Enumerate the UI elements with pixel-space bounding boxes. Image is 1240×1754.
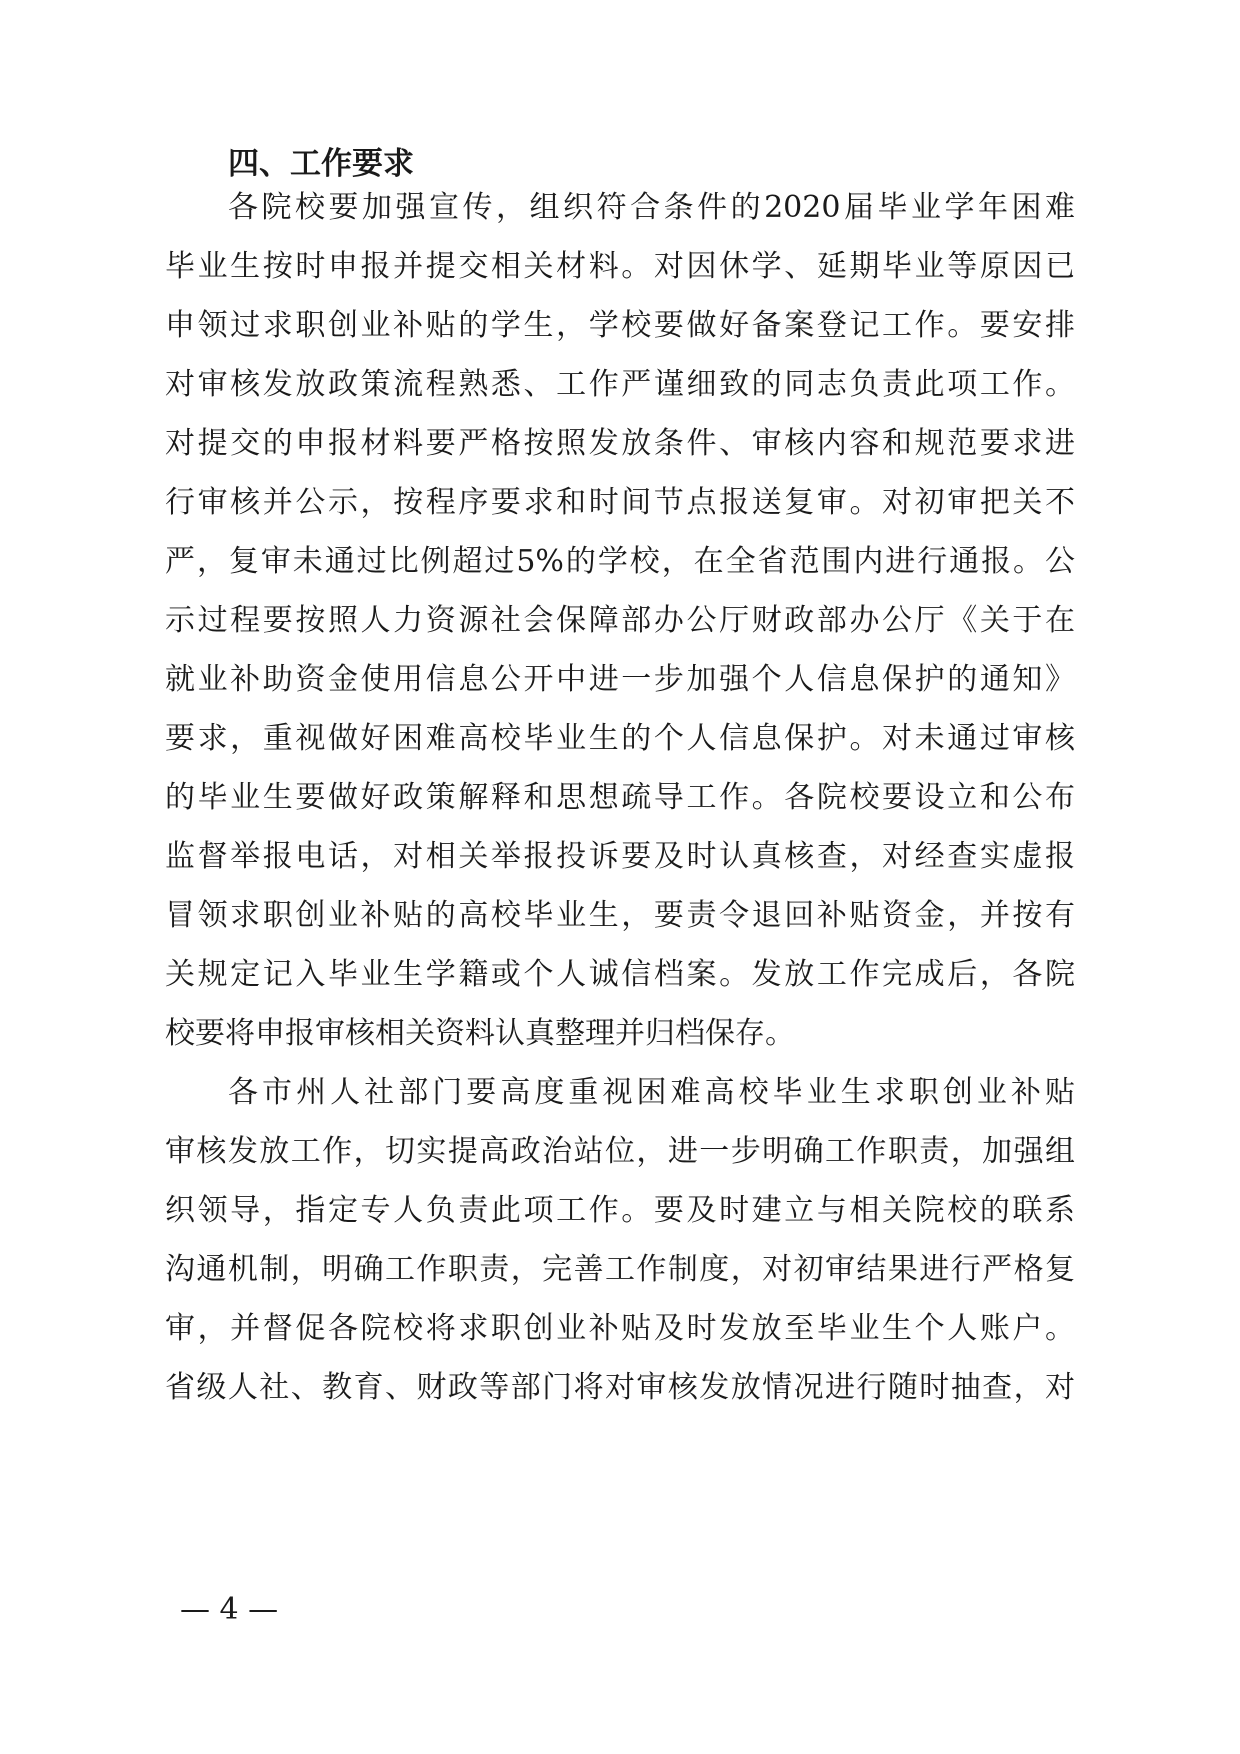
paragraph-line: 要求，重视做好困难高校毕业生的个人信息保护。对未通过审核 xyxy=(165,721,1075,756)
paragraph-line: 织领导，指定专人负责此项工作。要及时建立与相关院校的联系 xyxy=(165,1193,1075,1228)
paragraph-line: 冒领求职创业补贴的高校毕业生，要责令退回补贴资金，并按有 xyxy=(165,898,1075,933)
paragraph-line: 就业补助资金使用信息公开中进一步加强个人信息保护的通知》 xyxy=(165,662,1075,697)
paragraph-line: 关规定记入毕业生学籍或个人诚信档案。发放工作完成后，各院 xyxy=(165,957,1075,992)
paragraph-line: 各市州人社部门要高度重视困难高校毕业生求职创业补贴 xyxy=(228,1075,1075,1110)
page-number: — 4 — xyxy=(180,1592,279,1627)
paragraph-line: 严，复审未通过比例超过5%的学校，在全省范围内进行通报。公 xyxy=(165,544,1075,579)
paragraph-line: 申领过求职创业补贴的学生，学校要做好备案登记工作。要安排 xyxy=(165,308,1075,343)
paragraph-line: 对提交的申报材料要严格按照发放条件、审核内容和规范要求进 xyxy=(165,426,1075,461)
paragraph-line: 行审核并公示，按程序要求和时间节点报送复审。对初审把关不 xyxy=(165,485,1075,520)
paragraph-line: 校要将申报审核相关资料认真整理并归档保存。 xyxy=(165,1016,795,1051)
paragraph-line: 的毕业生要做好政策解释和思想疏导工作。各院校要设立和公布 xyxy=(165,780,1075,815)
paragraph-line: 省级人社、教育、财政等部门将对审核发放情况进行随时抽查，对 xyxy=(165,1370,1075,1405)
paragraph-line: 审核发放工作，切实提高政治站位，进一步明确工作职责，加强组 xyxy=(165,1134,1075,1169)
paragraph-line: 毕业生按时申报并提交相关材料。对因休学、延期毕业等原因已 xyxy=(165,249,1075,284)
paragraph-line: 对审核发放政策流程熟悉、工作严谨细致的同志负责此项工作。 xyxy=(165,367,1075,402)
paragraph-line: 审，并督促各院校将求职创业补贴及时发放至毕业生个人账户。 xyxy=(165,1311,1075,1346)
paragraph-line: 各院校要加强宣传，组织符合条件的2020届毕业学年困难 xyxy=(228,190,1075,225)
paragraph-line: 监督举报电话，对相关举报投诉要及时认真核查，对经查实虚报 xyxy=(165,839,1075,874)
paragraph-line: 示过程要按照人力资源社会保障部办公厅财政部办公厅《关于在 xyxy=(165,603,1075,638)
section-heading: 四、工作要求 xyxy=(228,146,414,182)
paragraph-line: 沟通机制，明确工作职责，完善工作制度，对初审结果进行严格复 xyxy=(165,1252,1075,1287)
